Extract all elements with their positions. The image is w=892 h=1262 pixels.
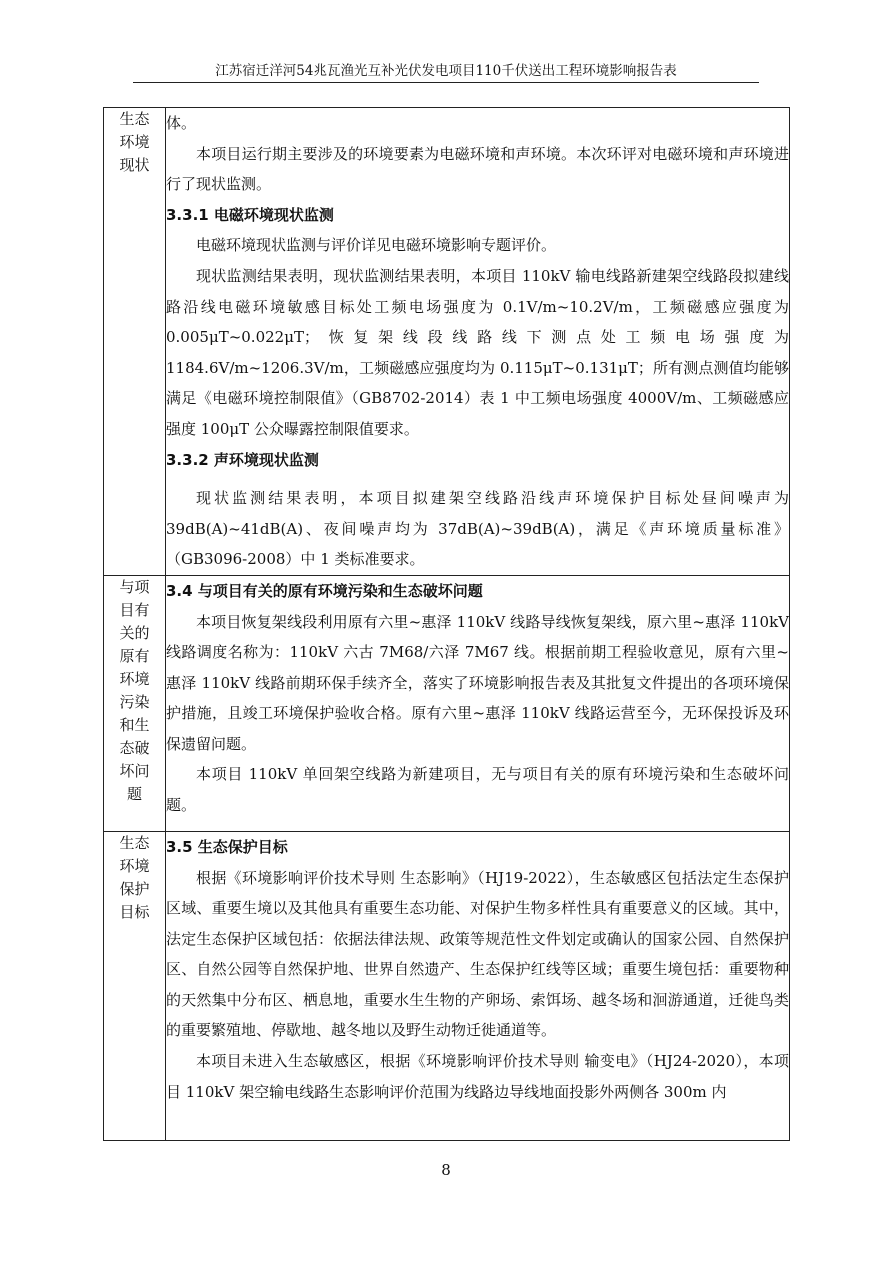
table-row-protection-targets	[104, 831, 790, 1140]
paragraph: 本项目运行期主要涉及的环境要素为电磁环境和声环境。本次环评对电磁环境和声环境进行了现状监测。	[166, 144, 789, 194]
paragraph: 本项目恢复架线段利用原有六里~惠泽 110kV 线路导线恢复架线，原六里~惠泽 110kV 线路调度名称为：110kV 六古 7M68/六泽 7M67 线。根据前期工程验收意见，原有六里~惠泽 110kV 线路前期环保手续齐全，落实了环境影响报告表及其批复文件提出的各项环境保护措施，且竣工环境保护验收合格。原有六里~惠泽 110kV 线路运营至今，无环保投诉及环保遗留问题。	[166, 612, 789, 753]
paragraph: 本项目 110kV 单回架空线路为新建项目，无与项目有关的原有环境污染和生态破坏问题。	[166, 765, 789, 815]
row-content-existing-pollution	[166, 575, 790, 831]
section-heading-3-5: 3.5 生态保护目标	[166, 837, 288, 856]
row-content-protection-targets	[166, 831, 790, 1140]
paragraph: 现状监测结果表明，本项目拟建架空线路沿线声环境保护目标处昼间噪声为 39dB(A)~41dB(A)、夜间噪声均为 37dB(A)~39dB(A)，满足《声环境质量标准》（GB3096-2008）中 1 类标准要求。	[166, 489, 789, 569]
section-heading-3-3-2: 3.3.2 声环境现状监测	[166, 450, 319, 469]
table-row-existing-pollution	[104, 575, 790, 831]
table-row-ecological-status	[104, 108, 790, 576]
paragraph: 现状监测结果表明，现状监测结果表明，本项目 110kV 输电线路新建架空线路段拟建线路沿线电磁环境敏感目标处工频电场强度为 0.1V/m~10.2V/m，工频磁感应强度为 0.005μT~0.022μT；恢复架线段线路线下测点处工频电场强度为 1184.6V/m~1206.3V/m，工频磁感应强度均为 0.115μT~0.131μT；所有测点测值均能够满足《电磁环境控制限值》（GB8702-2014）表 1 中工频电场强度 4000V/m、工频磁感应强度 100μT 公众曝露控制限值要求。	[166, 266, 789, 438]
paragraph: 根据《环境影响评价技术导则 生态影响》（HJ19-2022），生态敏感区包括法定生态保护区域、重要生境以及其他具有重要生态功能、对保护生物多样性具有重要意义的区域。其中，法定生态保护区域包括：依据法律法规、政策等规范性文件划定或确认的国家公园、自然保护区、自然公园等自然保护地、世界自然遗产、生态保护红线等区域；重要生境包括：重要物种的天然集中分布区、栖息地，重要水生生物的产卵场、索饵场、越冬场和洄游通道，迁徙鸟类的重要繁殖地、停歇地、越冬地以及野生动物迁徙通道等。	[166, 868, 789, 1040]
header-rule	[133, 82, 759, 83]
paragraph: 本项目未进入生态敏感区，根据《环境影响评价技术导则 输变电》（HJ24-2020），本项目 110kV 架空输电线路生态影响评价范围为线路边导线地面投影外两侧各 300m 内	[166, 1052, 789, 1101]
report-table	[103, 107, 790, 1141]
page-header-title: 江苏宿迁洋河54兆瓦渔光互补光伏发电项目110千伏送出工程环境影响报告表	[215, 63, 677, 79]
paragraph: 体。	[166, 114, 197, 132]
row-label-ecological-status: 生态环境现状	[104, 108, 166, 576]
page-number: 8	[441, 1161, 451, 1179]
row-label-existing-pollution: 与项目有关的原有环境污染和生态破坏问题	[104, 575, 166, 831]
section-heading-3-3-1: 3.3.1 电磁环境现状监测	[166, 205, 334, 224]
row-label-protection-targets: 生态环境保护目标	[104, 831, 166, 1140]
section-heading-3-4: 3.4 与项目有关的原有环境污染和生态破坏问题	[166, 581, 483, 600]
paragraph: 电磁环境现状监测与评价详见电磁环境影响专题评价。	[196, 236, 557, 255]
row-content-ecological-status	[166, 108, 790, 576]
